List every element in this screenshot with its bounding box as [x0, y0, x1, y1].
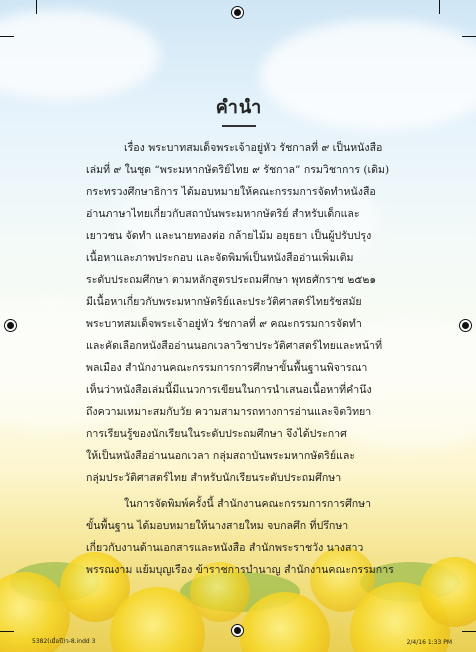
title-underline	[222, 125, 256, 127]
text-line: มีเนื้อหาเกี่ยวกับพระมหากษัตริย์และประวัติศาสตร์ไทยรัชสมัย	[86, 296, 362, 308]
text-line: พระบาทสมเด็จพระเจ้าอยู่หัว รัชกาลที่ ๙ คณะกรรมการจัดทำ	[86, 318, 362, 330]
text-line: พรรณงาม แย้มบุญเรือง ข้าราชการบำนาญ สำนักงานคณะกรรมการ	[86, 564, 394, 576]
text-line: ถึงความเหมาะสมกับวัย ความสามารถทางการอ่านและจิตวิทยา	[86, 406, 372, 418]
text-line: กระทรวงศึกษาธิการ ได้มอบหมายให้คณะกรรมการจัดทำหนังสือ	[86, 186, 376, 198]
text-line: และคัดเลือกหนังสืออ่านนอกเวลาวิชาประวัติศาสตร์ไทยและหน้าที่	[86, 340, 383, 352]
registration-mark-icon	[4, 319, 17, 332]
crop-mark	[439, 0, 440, 14]
text-line: ขั้นพื้นฐาน ได้มอบหมายให้นางสายใหม จบกลศึก ที่ปรึกษา	[86, 520, 349, 532]
text-line: เรื่อง พระบาทสมเด็จพระเจ้าอยู่หัว รัชกาลที่ ๙ เป็นหนังสือ	[124, 142, 383, 154]
text-line: เยาวชน จัดทำ และนายทองต่อ กล้ายไม้ม อยุธยา เป็นผู้ปรับปรุง	[86, 230, 372, 242]
text-line: เกี่ยวกับงานด้านเอกสารและหนังสือ สำนักพระราชวัง นางสาว	[86, 542, 364, 554]
registration-mark-icon	[231, 6, 244, 19]
registration-mark-icon	[459, 319, 472, 332]
crop-mark	[462, 36, 476, 37]
cloud	[0, 10, 160, 100]
preface-paragraph-1	[86, 137, 392, 489]
text-line: อ่านภาษาไทยเกี่ยวกับสถาบันพระมหากษัตริย์ สำหรับเด็กและ	[86, 208, 360, 220]
preface-paragraph-2	[86, 493, 392, 581]
text-line: เล่มที่ ๙ ในชุด “พระมหากษัตริย์ไทย ๙ รัชกาล” กรมวิชาการ (เดิม)	[86, 164, 390, 176]
text-line: ในการจัดพิมพ์ครั้งนี้ สำนักงานคณะกรรมการการศึกษา	[124, 498, 372, 510]
text-line: ให้เป็นหนังสืออ่านนอกเวลา กลุ่มสถาบันพระมหากษัตริย์และ	[86, 450, 356, 462]
registration-mark-icon	[231, 624, 244, 637]
print-slug-date: 2/4/16 1:33 PM	[406, 639, 452, 646]
crop-mark	[0, 36, 14, 37]
preface-content	[86, 92, 392, 581]
page-title: คำนำ	[215, 97, 263, 118]
crop-mark	[36, 0, 37, 14]
crop-mark	[0, 631, 14, 632]
crop-mark	[462, 631, 476, 632]
text-line: กลุ่มประวัติศาสตร์ไทย สำหรับนักเรียนระดับประถมศึกษา	[86, 472, 342, 484]
print-slug-file: 5382(เมื่อปี)ว-8.indd 3	[32, 638, 96, 645]
text-line: ระดับประถมศึกษา ตามหลักสูตรประถมศึกษา พุทธศักราช ๒๕๒๑	[86, 274, 377, 286]
text-line: เนื้อหาและภาพประกอบ และจัดพิมพ์เป็นหนังสืออ่านเพิ่มเติม	[86, 252, 354, 264]
text-line: เห็นว่าหนังสือเล่มนี้มีแนวการเขียนในการนำเสนอเนื้อหาที่คำนึง	[86, 384, 372, 396]
text-line: การเรียนรู้ของนักเรียนในระดับประถมศึกษา จึงได้ประกาศ	[86, 428, 347, 440]
text-line: พลเมือง สำนักงานคณะกรรมการการศึกษาขั้นพื้นฐานพิจารณา	[86, 362, 368, 374]
